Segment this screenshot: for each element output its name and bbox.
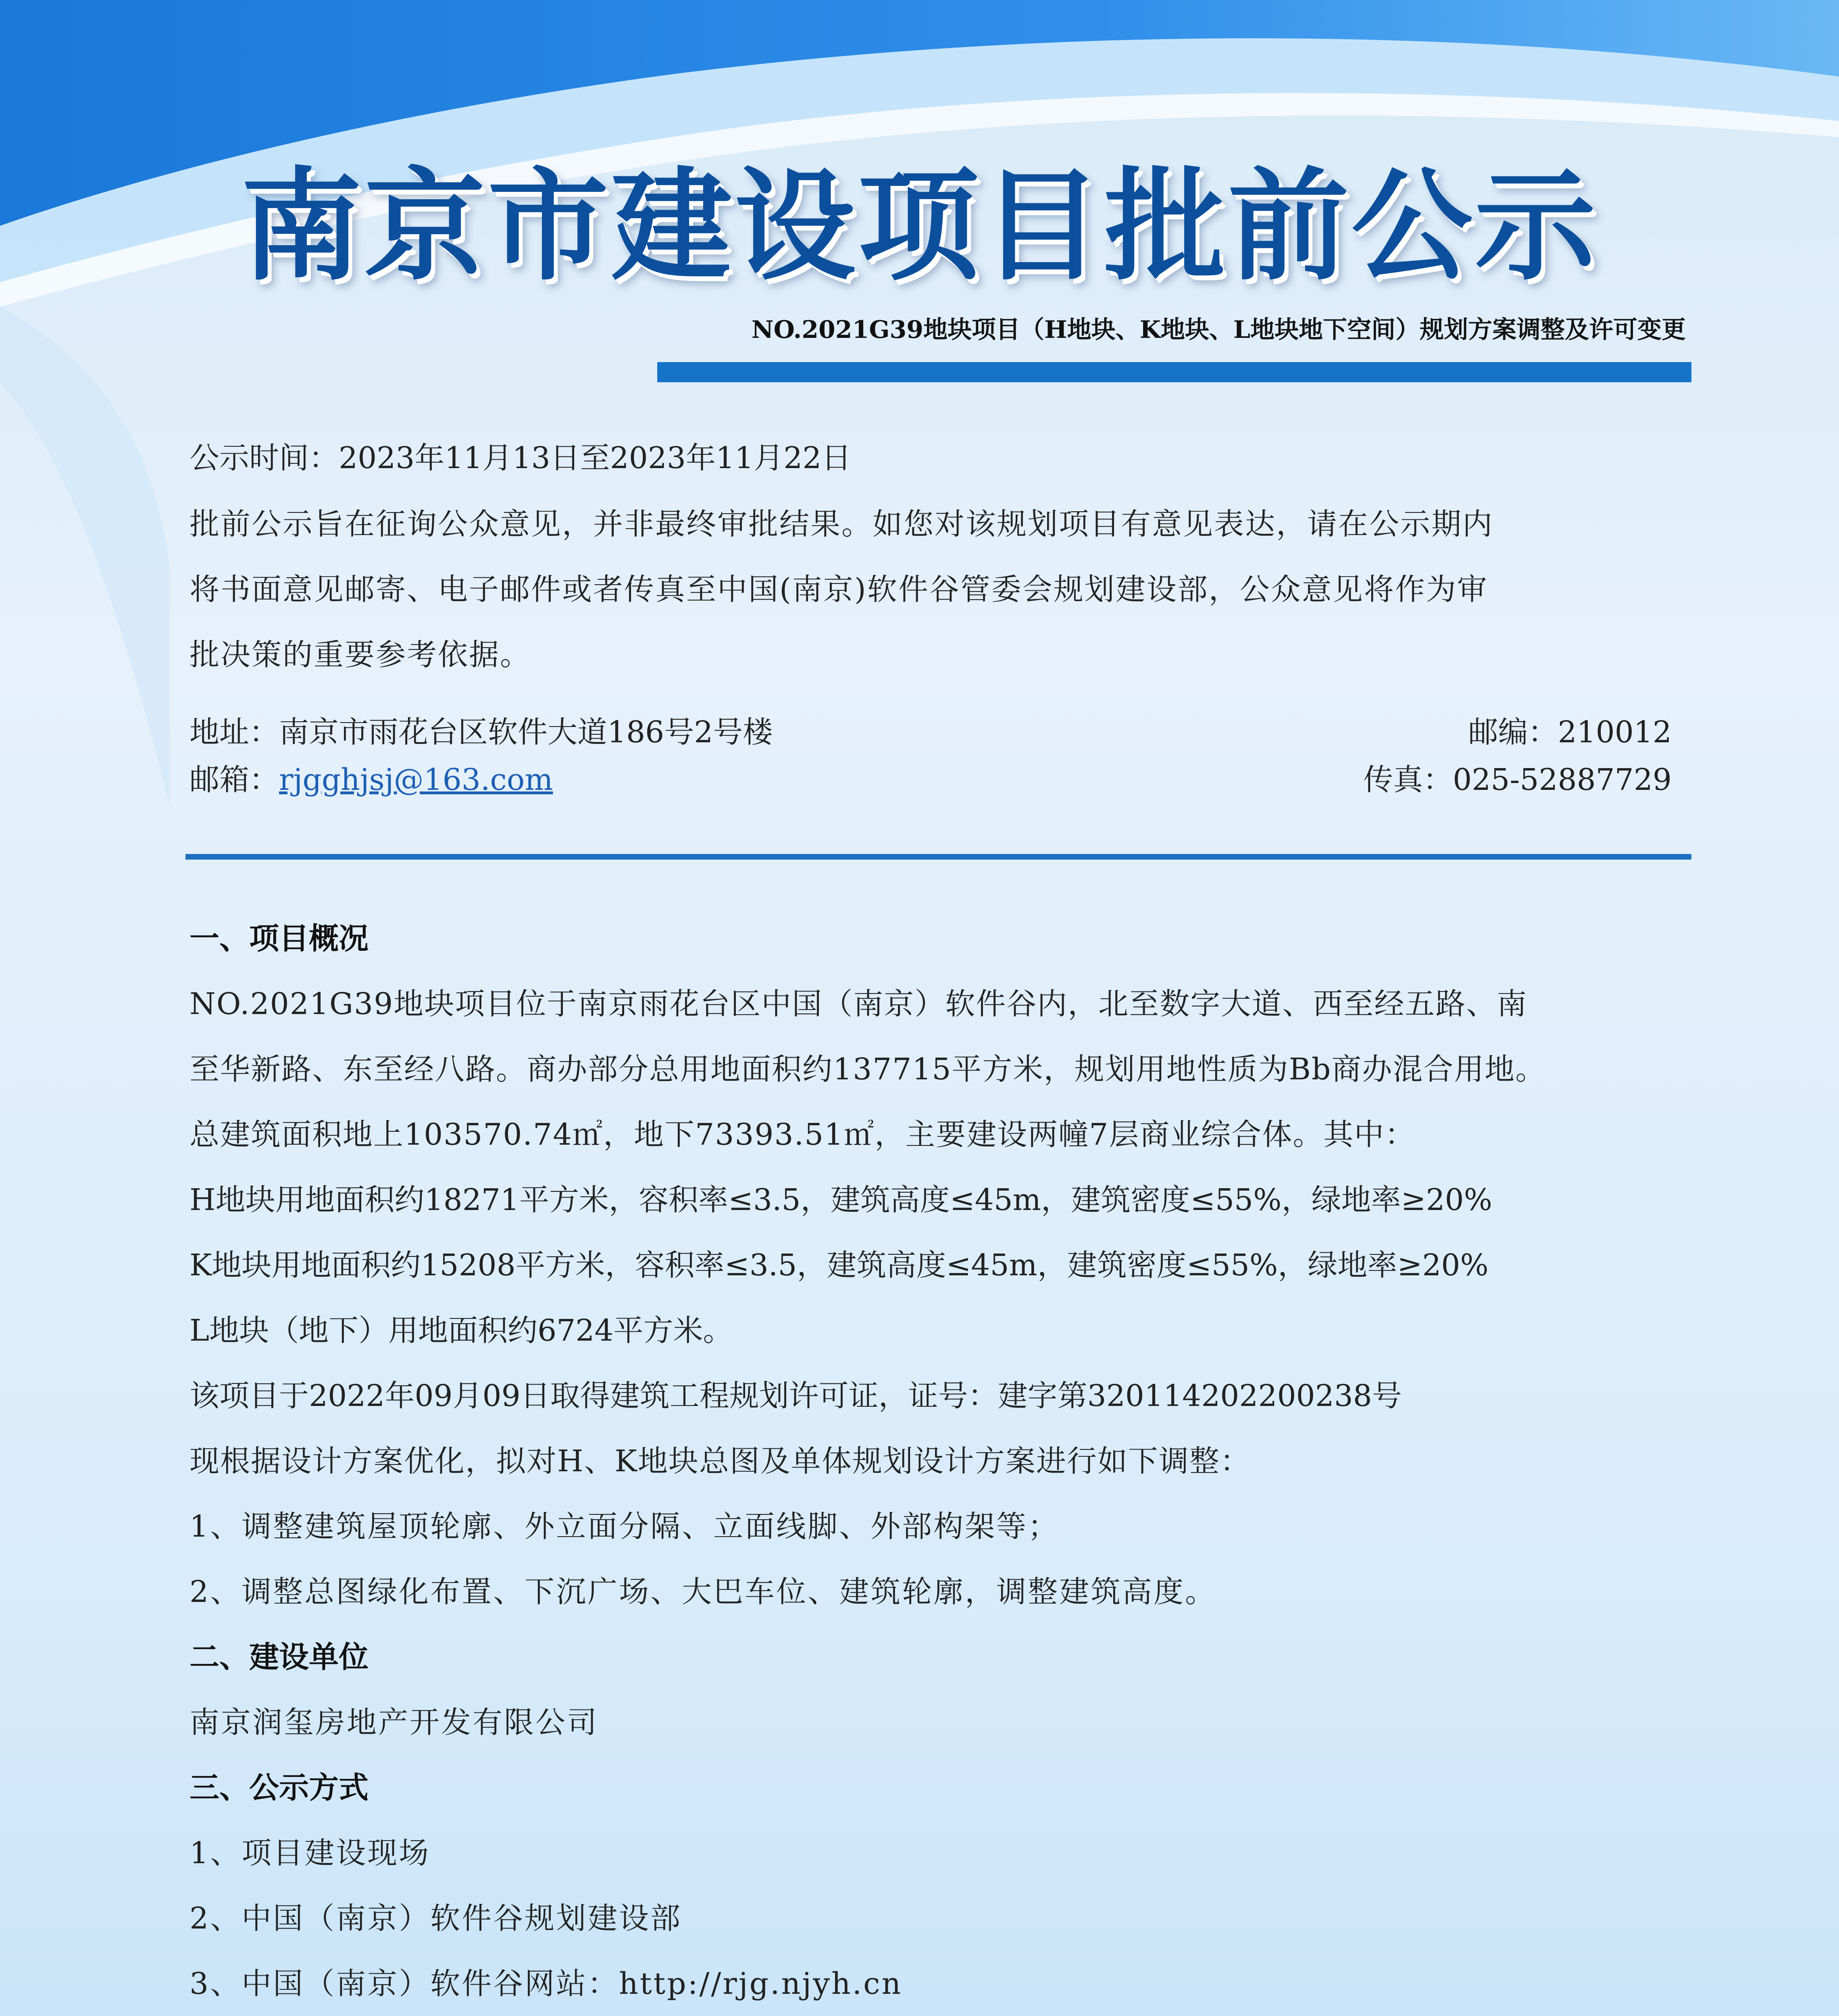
address bbox=[190, 712, 773, 752]
overview-line: 该项目于2022年09月09日取得建筑工程规划许可证，证号：建字第320114202200238号 bbox=[190, 1379, 1402, 1413]
postcode bbox=[1468, 712, 1672, 752]
postcode-label: 邮编： bbox=[1468, 715, 1558, 750]
fax-label: 传真： bbox=[1363, 762, 1453, 797]
overview-line: L地块（地下）用地面积约6724平方米。 bbox=[190, 1313, 733, 1348]
section-heading-overview: 一、项目概况 bbox=[190, 921, 369, 956]
builder-name: 南京润玺房地产开发有限公司 bbox=[190, 1705, 598, 1740]
notice-period bbox=[190, 438, 851, 478]
intro-line: 批前公示旨在征询公众意见，并非最终审批结果。如您对该规划项目有意见表达，请在公示期内 bbox=[190, 507, 1493, 541]
email-link[interactable]: rjgghjsj@163.com bbox=[279, 762, 553, 797]
overview-line: 1、调整建筑屋顶轮廓、外立面分隔、立面线脚、外部构架等； bbox=[190, 1509, 1060, 1544]
subtitle-rule bbox=[657, 362, 1691, 382]
fax-value: 025-52887729 bbox=[1453, 762, 1672, 797]
intro-line: 批决策的重要参考依据。 bbox=[190, 637, 531, 672]
email bbox=[190, 760, 553, 800]
period-value: 2023年11月13日至2023年11月22日 bbox=[339, 441, 852, 475]
overview-line: NO.2021G39地块项目位于南京雨花台区中国（南京）软件谷内，北至数字大道、西至经五路、南 bbox=[190, 987, 1528, 1021]
method-item: 2、中国（南京）软件谷规划建设部 bbox=[190, 1901, 682, 1936]
address-value: 南京市雨花台区软件大道186号2号楼 bbox=[279, 715, 773, 750]
page-title: 南京市建设项目批前公示 bbox=[241, 154, 1598, 297]
overview-line: 至华新路、东至经八路。商办部分总用地面积约137715平方米，规划用地性质为Bb商办混合用地。 bbox=[190, 1052, 1546, 1087]
intro-line: 将书面意见邮寄、电子邮件或者传真至中国(南京)软件谷管委会规划建设部，公众意见将作为审 bbox=[190, 572, 1488, 607]
section-heading-builder: 二、建设单位 bbox=[190, 1640, 369, 1674]
fax bbox=[1363, 760, 1672, 800]
method-item: 1、项目建设现场 bbox=[190, 1836, 431, 1870]
period-label: 公示时间： bbox=[190, 441, 339, 475]
section-divider bbox=[185, 854, 1691, 860]
overview-line: 2、调整总图绿化布置、下沉广场、大巴车位、建筑轮廓，调整建筑高度。 bbox=[190, 1574, 1217, 1609]
overview-line: K地块用地面积约15208平方米，容积率≤3.5，建筑高度≤45m，建筑密度≤55%，绿地率≥20% bbox=[190, 1248, 1489, 1283]
page-subtitle: NO.2021G39地块项目（H地块、K地块、L地块地下空间）规划方案调整及许可变更 bbox=[751, 316, 1686, 344]
address-label: 地址： bbox=[190, 715, 279, 750]
overview-line: 总建筑面积地上103570.74㎡，地下73393.51㎡，主要建设两幢7层商业综合体。其中： bbox=[190, 1117, 1416, 1152]
postcode-value: 210012 bbox=[1558, 715, 1672, 750]
method-item: 3、中国（南京）软件谷网站：http://rjg.njyh.cn bbox=[190, 1966, 903, 2001]
email-label: 邮箱： bbox=[190, 762, 279, 797]
overview-line: H地块用地面积约18271平方米，容积率≤3.5，建筑高度≤45m，建筑密度≤55%，绿地率≥20% bbox=[190, 1183, 1492, 1217]
overview-line: 现根据设计方案优化，拟对H、K地块总图及单体规划设计方案进行如下调整： bbox=[190, 1444, 1251, 1479]
section-heading-method: 三、公示方式 bbox=[190, 1770, 369, 1805]
